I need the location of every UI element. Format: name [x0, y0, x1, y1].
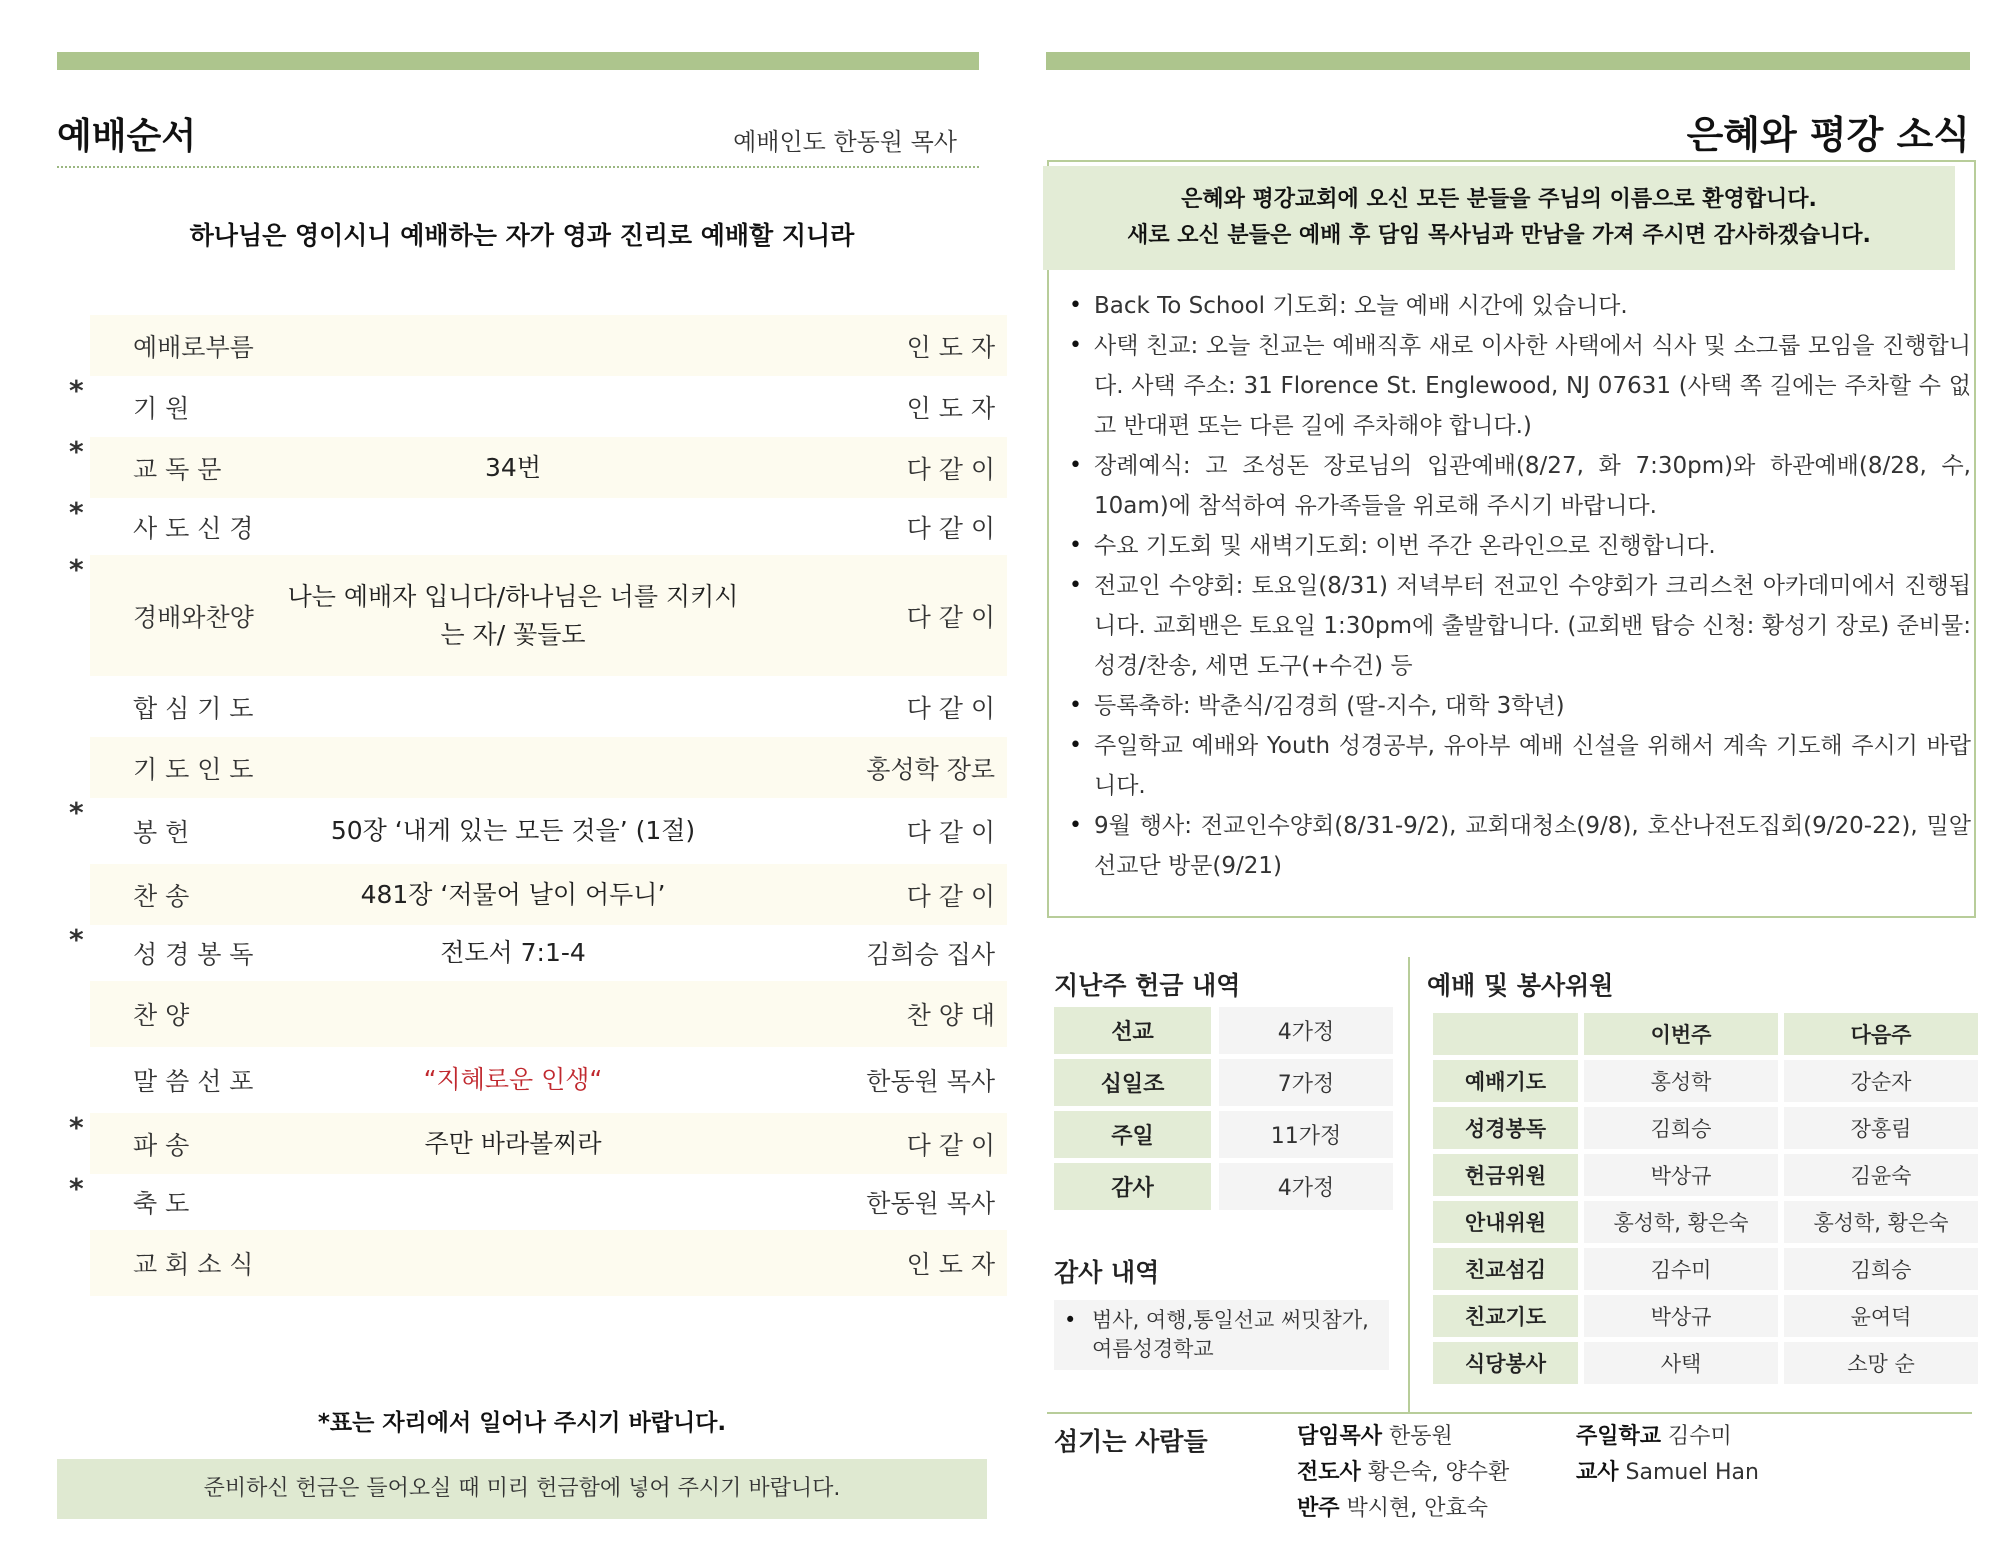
- scripture-verse: 하나님은 영이시니 예배하는 자가 영과 진리로 예배할 지니라: [189, 221, 855, 250]
- worship-order-cell: [90, 737, 1007, 798]
- offering-type: 주일: [1054, 1111, 1211, 1158]
- news-item: • 주일학교 예배와 Youth 성경공부, 유아부 예배 신설을 위해서 계속 기도해 주시기 바랍니다.: [1066, 726, 1971, 806]
- order-item-person: 인 도 자: [906, 393, 995, 423]
- order-item-label: 찬 양: [133, 1001, 190, 1030]
- order-item-label: 합 심 기 도: [133, 693, 254, 723]
- vertical-divider: [1408, 957, 1410, 1412]
- staff-pastor-name: 한동원: [1389, 1424, 1453, 1449]
- staff-pastor-role: 담임목사: [1297, 1424, 1383, 1449]
- order-item-person: 한동원 목사: [866, 1067, 995, 1096]
- worship-order-cell: [90, 555, 1007, 676]
- order-item-person: 다 같 이: [906, 602, 995, 632]
- order-item-person: 다 같 이: [906, 513, 995, 543]
- worship-order-row: [57, 498, 1007, 555]
- offering-row: [1054, 1059, 1393, 1106]
- order-item-person: 홍성학 장로: [866, 754, 995, 784]
- order-item-content: 34번: [485, 452, 541, 482]
- staff-evangelist: [1297, 1455, 1509, 1491]
- volunteer-this-week: 홍성학: [1584, 1060, 1778, 1102]
- volunteer-role: 성경봉독: [1433, 1107, 1578, 1149]
- dotted-divider: [57, 166, 979, 168]
- volunteer-this-week: 김수미: [1584, 1248, 1778, 1290]
- worship-order-cell: [90, 798, 1007, 864]
- order-item-label: 예배로부름: [133, 332, 254, 362]
- worship-order-row: [57, 737, 1007, 798]
- volunteer-next-week: 윤여덕: [1784, 1295, 1978, 1337]
- staff-teacher: [1576, 1455, 1759, 1491]
- staff-left: [1297, 1419, 1509, 1527]
- news-item: • 전교인 수양회: 토요일(8/31) 저녁부터 전교인 수양회가 크리스천 아카데미에서 진행됩니다. 교회밴은 토요일 1:30pm에 출발합니다. (교회밴 탑승 신청: 황성기 장로) 준비물: 성경/찬송, 세면 도구(+수건) 등: [1066, 566, 1971, 686]
- volunteer-role: 안내위원: [1433, 1201, 1578, 1243]
- news-item: • 수요 기도회 및 새벽기도회: 이번 주간 온라인으로 진행합니다.: [1066, 526, 1971, 566]
- volunteer-row: [1433, 1201, 1978, 1243]
- staff-sunday-school: [1576, 1419, 1759, 1455]
- volunteer-this-week: 박상규: [1584, 1154, 1778, 1196]
- volunteer-row: [1433, 1060, 1978, 1102]
- worship-order-row: [57, 925, 1007, 981]
- worship-order-cell: [90, 437, 1007, 498]
- news-item: • 9월 행사: 전교인수양회(8/31-9/2), 교회대청소(9/8), 호산나전도집회(9/20-22), 밀알선교단 방문(9/21): [1066, 806, 1971, 886]
- volunteer-row: [1433, 1342, 1978, 1384]
- volunteer-next-week: 강순자: [1784, 1060, 1978, 1102]
- worship-order-title: 예배순서: [57, 116, 197, 157]
- thanks-bullet: •: [1064, 1308, 1077, 1332]
- staff-accomp-name: 박시현, 안효숙: [1346, 1496, 1489, 1521]
- order-item-person: 인 도 자: [906, 1250, 995, 1279]
- stand-marker: *: [69, 553, 84, 586]
- offering-row: [1054, 1163, 1393, 1210]
- news-title: 은혜와 평강 소식: [1686, 113, 1970, 157]
- order-item-person: 김희승 집사: [866, 940, 995, 969]
- volunteer-role: 친교기도: [1433, 1295, 1578, 1337]
- volunteer-next-week: 김희승: [1784, 1248, 1978, 1290]
- order-item-person: 다 같 이: [906, 454, 995, 484]
- order-item-label: 경배와찬양: [133, 602, 254, 632]
- order-item-label: 교 독 문: [133, 454, 222, 484]
- order-item-label: 축 도: [133, 1189, 190, 1218]
- offering-type: 감사: [1054, 1163, 1211, 1210]
- stand-marker: *: [69, 1172, 84, 1205]
- offering-row: [1054, 1111, 1393, 1158]
- volunteer-title: 예배 및 봉사위원: [1427, 971, 1614, 1000]
- welcome-banner: [1043, 166, 1955, 270]
- order-item-person: 다 같 이: [906, 693, 995, 723]
- offering-title: 지난주 헌금 내역: [1054, 971, 1241, 1000]
- offering-row: [1054, 1007, 1393, 1054]
- staff-sunday-role: 주일학교: [1576, 1424, 1662, 1449]
- stand-marker: *: [69, 796, 84, 829]
- worship-order-cell: [90, 864, 1007, 925]
- order-item-label: 성 경 봉 독: [133, 940, 254, 969]
- volunteer-row: [1433, 1107, 1978, 1149]
- worship-order-row: [57, 1174, 1007, 1230]
- offering-count: 4가정: [1211, 1007, 1393, 1054]
- order-item-label: 사 도 신 경: [133, 513, 254, 543]
- left-top-bar: [57, 52, 979, 70]
- news-item: • Back To School 기도회: 오늘 예배 시간에 있습니다.: [1066, 286, 1971, 326]
- staff-accomp-role: 반주: [1297, 1496, 1340, 1521]
- volunteer-next-week: 홍성학, 황은숙: [1784, 1201, 1978, 1243]
- worship-order-cell: [90, 315, 1007, 376]
- worship-order-row: [57, 981, 1007, 1047]
- order-item-person: 다 같 이: [906, 1130, 995, 1160]
- offering-count: 4가정: [1211, 1163, 1393, 1210]
- order-item-label: 교 회 소 식: [133, 1250, 254, 1279]
- worship-order-row: [57, 864, 1007, 925]
- worship-order-cell: [90, 925, 1007, 981]
- worship-order-cell: [90, 1113, 1007, 1174]
- volunteer-role: 예배기도: [1433, 1060, 1578, 1102]
- order-item-person: 한동원 목사: [866, 1189, 995, 1218]
- worship-order-row: [57, 437, 1007, 498]
- volunteer-next-week: 김윤숙: [1784, 1154, 1978, 1196]
- worship-order-cell: [90, 498, 1007, 555]
- thanks-item: 범사, 여행,통일선교 써밋참가, 여름성경학교: [1092, 1308, 1369, 1361]
- stand-note: *표는 자리에서 일어나 주시기 바랍니다.: [317, 1410, 727, 1436]
- staff-pastor: [1297, 1419, 1509, 1455]
- order-item-label: 찬 송: [133, 881, 190, 911]
- worship-order-cell: [90, 1174, 1007, 1230]
- worship-order-row: [57, 376, 1007, 437]
- worship-order-row: [57, 798, 1007, 864]
- order-item-label: 말 씀 선 포: [133, 1067, 254, 1096]
- worship-order-row: [57, 555, 1007, 676]
- worship-order-list: [57, 315, 1007, 1296]
- volunteer-header-row: [1433, 1013, 1978, 1055]
- order-item-person: 다 같 이: [906, 881, 995, 911]
- thanks-title: 감사 내역: [1054, 1258, 1160, 1287]
- order-item-label: 기 원: [133, 393, 190, 423]
- worship-order-row: [57, 1230, 1007, 1296]
- order-item-content: 나는 예배자 입니다/하나님은 너를 지키시는 자/ 꽃들도: [287, 581, 739, 649]
- worship-order-row: [57, 1113, 1007, 1174]
- order-item-content: “지혜로운 인생“: [423, 1065, 603, 1094]
- news-item: • 사택 친교: 오늘 친교는 예배직후 새로 이사한 사택에서 식사 및 소그룹 모임을 진행합니다. 사택 주소: 31 Florence St. Englewood, NJ 07631 (사택 쪽 길에는 주차할 수 없고 반대편 또는 다른 길에 주차해야 합니다.): [1066, 326, 1971, 446]
- offering-note: 준비하신 헌금은 들어오실 때 미리 헌금함에 넣어 주시기 바랍니다.: [57, 1459, 987, 1519]
- staff-title: 섬기는 사람들: [1054, 1427, 1208, 1456]
- offering-count: 7가정: [1211, 1059, 1393, 1106]
- staff-sunday-name: 김수미: [1668, 1424, 1732, 1449]
- volunteer-role: 헌금위원: [1433, 1154, 1578, 1196]
- staff-evangelist-name: 황은숙, 양수환: [1367, 1460, 1510, 1485]
- horizontal-divider: [1047, 1412, 1972, 1414]
- staff-teacher-role: 교사: [1576, 1460, 1619, 1485]
- news-list: [1066, 286, 1971, 886]
- worship-order-row: [57, 676, 1007, 737]
- worship-order-row: [57, 315, 1007, 376]
- order-item-content: 주만 바라볼찌라: [424, 1128, 602, 1158]
- staff-accompanist: [1297, 1491, 1509, 1527]
- worship-order-cell: [90, 1230, 1007, 1296]
- worship-order-cell: [90, 981, 1007, 1047]
- staff-right: [1576, 1419, 1759, 1491]
- stand-marker: *: [69, 923, 84, 956]
- worship-leader: 예배인도 한동원 목사: [733, 128, 957, 156]
- order-item-label: 봉 헌: [133, 818, 190, 847]
- order-item-label: 기 도 인 도: [133, 754, 254, 784]
- welcome-line-2: 새로 오신 분들은 예배 후 담임 목사님과 만남을 가져 주시면 감사하겠습니다.: [1127, 223, 1871, 248]
- staff-evangelist-role: 전도사: [1297, 1460, 1361, 1485]
- stand-marker: *: [69, 435, 84, 468]
- order-item-content: 50장 ‘내게 있는 모든 것을’ (1절): [330, 816, 696, 845]
- order-item-label: 파 송: [133, 1130, 190, 1160]
- news-item: • 등록축하: 박춘식/김경희 (딸-지수, 대학 3학년): [1066, 686, 1971, 726]
- volunteer-table: [1427, 1008, 1984, 1389]
- volunteer-next-week: 장홍림: [1784, 1107, 1978, 1149]
- volunteer-this-week: 박상규: [1584, 1295, 1778, 1337]
- volunteer-this-week: 사택: [1584, 1342, 1778, 1384]
- offering-type: 선교: [1054, 1007, 1211, 1054]
- worship-order-row: [57, 1047, 1007, 1113]
- volunteer-row: [1433, 1248, 1978, 1290]
- stand-marker: *: [69, 1111, 84, 1144]
- worship-order-cell: [90, 676, 1007, 737]
- order-item-content: 481장 ‘저물어 날이 어두니’: [360, 879, 666, 909]
- order-item-person: 찬 양 대: [906, 1001, 995, 1030]
- stand-marker: *: [69, 496, 84, 529]
- offering-count: 11가정: [1211, 1111, 1393, 1158]
- volunteer-role: 친교섬김: [1433, 1248, 1578, 1290]
- order-item-person: 다 같 이: [906, 818, 995, 847]
- stand-marker: *: [69, 374, 84, 407]
- offering-table: [1054, 1002, 1393, 1215]
- order-item-person: 인 도 자: [906, 332, 995, 362]
- volunteer-row: [1433, 1154, 1978, 1196]
- worship-order-cell: [90, 1047, 1007, 1113]
- right-top-bar: [1046, 52, 1970, 70]
- worship-order-cell: [90, 376, 1007, 437]
- welcome-line-1: 은혜와 평강교회에 오신 모든 분들을 주님의 이름으로 환영합니다.: [1181, 187, 1817, 212]
- volunteer-this-week: 김희승: [1584, 1107, 1778, 1149]
- volunteer-role: 식당봉사: [1433, 1342, 1578, 1384]
- volunteer-row: [1433, 1295, 1978, 1337]
- volunteer-header-next-week: 다음주: [1784, 1013, 1978, 1055]
- volunteer-next-week: 소망 순: [1784, 1342, 1978, 1384]
- news-item: • 장례예식: 고 조성돈 장로님의 입관예배(8/27, 화 7:30pm)와 하관예배(8/28, 수, 10am)에 참석하여 유가족들을 위로해 주시기 바랍니다.: [1066, 446, 1971, 526]
- order-item-content: 전도서 7:1-4: [440, 938, 586, 967]
- volunteer-header-this-week: 이번주: [1584, 1013, 1778, 1055]
- offering-type: 십일조: [1054, 1059, 1211, 1106]
- volunteer-header-blank: [1433, 1013, 1578, 1055]
- staff-teacher-name: Samuel Han: [1625, 1460, 1759, 1485]
- volunteer-this-week: 홍성학, 황은숙: [1584, 1201, 1778, 1243]
